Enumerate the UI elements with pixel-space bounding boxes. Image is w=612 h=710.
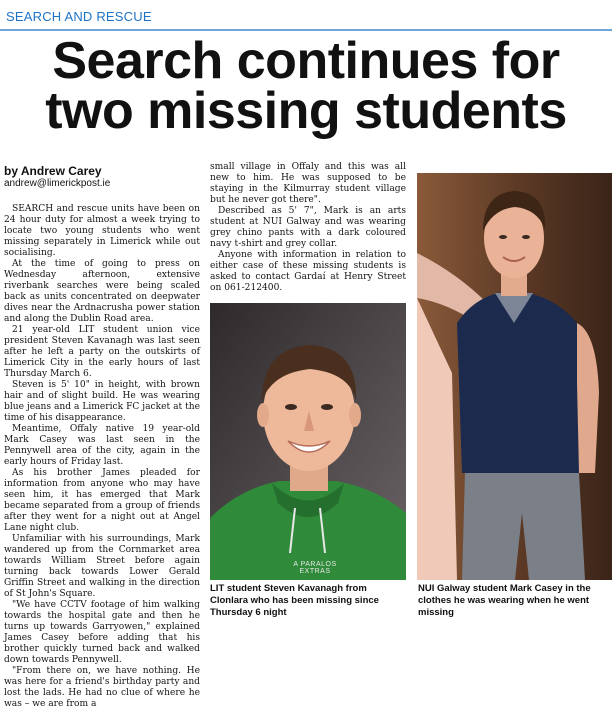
portrait-illustration bbox=[417, 173, 612, 580]
section-header bbox=[0, 0, 612, 30]
paragraph: At the time of going to press on Wednesday afternoon, extensive riverbank searches were being scaled back as units concentrated on deepwater dives near the Ardnacrusha power station and along the Dublin Road area. bbox=[4, 259, 200, 324]
paragraph: Meantime, Offaly native 19 year-old Mark Casey was last seen in the Pennywell area of the city, again in the early hours of Friday last. bbox=[4, 424, 200, 467]
photo-mark-casey bbox=[417, 173, 612, 580]
portrait-illustration bbox=[210, 303, 406, 580]
paragraph: 21 year-old LIT student union vice president Steven Kavanagh was last seen after he left a party on the outskirts of Limerick City in the early hours of last Thursday March 6. bbox=[4, 325, 200, 379]
paragraph: SEARCH and rescue units have been on 24 hour duty for almost a week trying to locate two young students who went missing separately in Limerick while out socialising. bbox=[4, 204, 200, 258]
paragraph: "From there on, we have nothing. He was here for a friend's birthday party and lost the lads. He had no clue of where he was – we are from a bbox=[4, 666, 200, 709]
hoodie-text: A PARALOS EXTRAS bbox=[293, 561, 337, 575]
photo-steven-kavanagh bbox=[210, 303, 406, 580]
headline-line-2: two missing students bbox=[45, 82, 567, 140]
section-label: SEARCH AND RESCUE bbox=[6, 9, 152, 24]
paragraph: As his brother James pleaded for information from anyone who may have seen him, it has emerged that Mark became separated from a group of friends after they went for a night out at Angel Lane night club. bbox=[4, 468, 200, 533]
caption-mark-casey: NUI Galway student Mark Casey in the clothes he was wearing when he went missing bbox=[418, 583, 591, 618]
paragraph: Steven is 5' 10" in height, with brown hair and of slight build. He was wearing blue jeans and a Limerick FC jacket at the time of his disappearance. bbox=[4, 380, 200, 423]
byline: by Andrew Carey bbox=[4, 164, 102, 178]
paragraph: small village in Offaly and this was all new to him. He was supposed to be staying in the Kilmurray student village but he never got there". bbox=[210, 162, 406, 205]
paragraph: Unfamiliar with his surroundings, Mark wandered up from the Cornmarket area towards William Street before again turning back towards Lower Gerald Griffin Street and walking in the direction of St John's Square. bbox=[4, 534, 200, 599]
headline-line-1: Search continues for bbox=[52, 32, 560, 90]
article-column-2 bbox=[210, 162, 406, 294]
author-email[interactable]: andrew@limerickpost.ie bbox=[4, 178, 111, 189]
paragraph: "We have CCTV footage of him walking towards the hospital gate and then he turns up towards Garryowen," explained James Casey before adding that his brother quickly turned back and walked down towards Pennywell. bbox=[4, 600, 200, 665]
section-rule bbox=[0, 29, 612, 31]
article-column-1 bbox=[4, 204, 200, 710]
caption-steven-kavanagh: LIT student Steven Kavanagh from Clonlara who has been missing since Thursday 6 night bbox=[210, 583, 379, 618]
paragraph: Anyone with information in relation to either case of these missing students is asked to contact Gardaí at Henry Street on 061-212400. bbox=[210, 250, 406, 293]
headline bbox=[0, 32, 612, 140]
paragraph: Described as 5' 7", Mark is an arts student at NUI Galway and was wearing grey chino pants with a dark coloured navy t-shirt and grey collar. bbox=[210, 206, 406, 249]
